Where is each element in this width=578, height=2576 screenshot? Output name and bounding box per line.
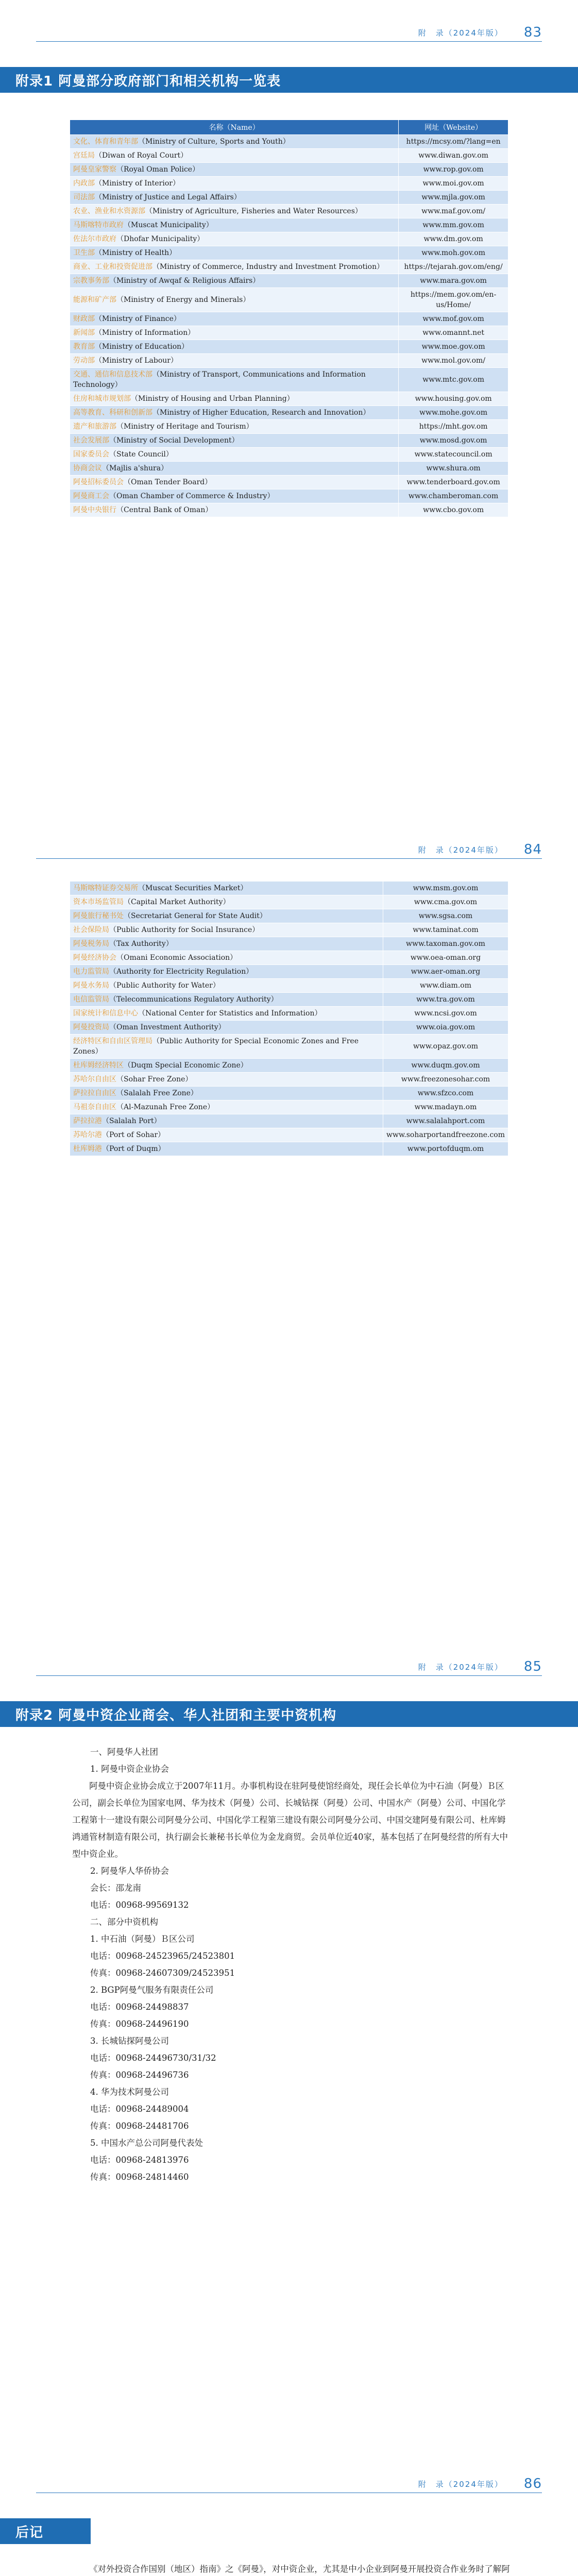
organization-name-cn: 阿曼投资局 [73,1023,109,1031]
website-cell[interactable]: www.shura.om [399,462,508,476]
organization-name-cn: 电信监管局 [73,995,109,1004]
website-cell[interactable]: www.chamberoman.com [399,489,508,503]
website-cell[interactable]: https://tejarah.gov.om/eng/ [399,260,508,274]
organization-name-cell [70,218,399,232]
table-row [70,909,508,923]
organization-name-cell [70,979,383,993]
table-row [70,205,508,218]
table-row [70,979,508,993]
contact-line: 传真：00968-24496736 [90,2070,189,2080]
table-row [70,354,508,368]
organization-name-cn: 宗教事务部 [73,277,109,285]
organization-name-cn: 劳动部 [73,357,95,365]
website-cell[interactable]: www.opaz.gov.om [383,1035,508,1059]
table-row [70,274,508,288]
organization-name-cn: 内政部 [73,179,95,188]
organization-name-cn: 苏哈尔自由区 [73,1075,116,1083]
item-heading: 2. BGP阿曼气服务有限责任公司 [90,1985,214,1995]
organization-name-cell [70,1142,383,1156]
organization-name-cell [70,993,383,1007]
subsection-heading: 二、部分中资机构 [90,1917,158,1927]
table-row [70,191,508,205]
table-row [70,1142,508,1156]
organization-name-cell [70,149,399,163]
organization-name-cn: 遗产和旅游部 [73,422,116,431]
table-row [70,923,508,937]
directory-table-continued [70,881,508,1156]
organization-name-en: （Ministry of Awqaf & Religious Affairs） [109,277,260,285]
organization-name-cell [70,406,399,420]
website-cell[interactable]: www.mohe.gov.om [399,406,508,420]
organization-name-en: （Ministry of Justice and Legal Affairs） [95,193,241,201]
website-cell[interactable]: www.freezonesohar.com [383,1073,508,1087]
organization-name-cell [70,232,399,246]
website-cell[interactable]: www.dm.gov.om [399,232,508,246]
organization-name-cn: 高等教育、科研和创新部 [73,409,152,417]
organization-name-cn: 佐法尔市政府 [73,235,116,243]
column-header-name: 名称（Name） [70,120,399,135]
organization-name-cell [70,1059,383,1073]
table-row [70,1114,508,1128]
organization-name-cell [70,476,399,489]
chinese-organizations-text [72,1743,510,2185]
organization-name-en: （Public Authority for Special Economic Zones and Free Zones） [73,1037,359,1056]
website-cell[interactable]: www.tra.gov.om [383,993,508,1007]
website-cell[interactable]: www.statecouncil.om [399,448,508,462]
organization-name-cell [70,246,399,260]
organization-name-cn: 住房和城市规划部 [73,395,131,403]
organization-name-cn: 苏哈尔港 [73,1131,102,1139]
table-row [70,882,508,895]
organization-name-en: （Port of Sohar） [102,1131,165,1139]
organization-name-en: （Muscat Municipality） [124,221,213,229]
website-cell[interactable]: www.diam.om [383,979,508,993]
table-row [70,1021,508,1035]
table-row [70,1059,508,1073]
section-title: 附录1 阿曼部分政府部门和相关机构一览表 [15,73,281,89]
website-cell[interactable]: www.diwan.gov.om [399,149,508,163]
organization-name-cn: 司法部 [73,193,95,201]
organization-name-en: （Ministry of Social Development） [109,436,239,445]
organization-name-cell [70,274,399,288]
organization-name-cn: 阿曼旅行秘书处 [73,912,124,920]
organization-name-cn: 宫廷局 [73,151,95,160]
organization-name-en: （Public Authority for Water） [109,981,220,990]
organization-name-en: （State Council） [109,450,173,459]
organization-name-cell [70,882,383,895]
organization-name-cell [70,462,399,476]
table-row [70,163,508,177]
organization-name-en: （Oman Tender Board） [124,478,212,486]
organization-name-cell [70,434,399,448]
organization-name-cn: 阿曼招标委员会 [73,478,124,486]
table-row [70,218,508,232]
header-text: 附 录（2024年版） [418,28,503,38]
website-cell[interactable]: www.rop.gov.om [399,163,508,177]
table-row [70,434,508,448]
afterword-text [72,2561,510,2576]
organization-name-cell [70,489,399,503]
website-cell[interactable]: www.housing.gov.om [399,392,508,406]
subsection-heading: 一、阿曼华人社团 [90,1747,158,1757]
website-cell[interactable]: www.salalahport.com [383,1114,508,1128]
directory-table [70,120,508,517]
page-header [418,21,542,40]
organization-name-en: （Ministry of Finance） [95,315,181,323]
organization-name-cn: 阿曼皇家警察 [73,165,116,174]
table-row [70,260,508,274]
organization-name-en: （National Center for Statistics and Information） [138,1009,322,1018]
website-cell[interactable]: www.duqm.gov.om [383,1059,508,1073]
website-cell[interactable]: www.mof.gov.om [399,312,508,326]
table-row [70,965,508,979]
organization-name-en: （Royal Oman Police） [116,165,200,174]
organization-name-en: （Al-Mazunah Free Zone） [116,1103,215,1111]
organization-name-cn: 财政部 [73,315,95,323]
organization-name-cell [70,1021,383,1035]
table-row [70,1035,508,1059]
organization-name-en: （Salalah Port） [102,1117,161,1125]
organization-name-cell [70,392,399,406]
organization-name-en: （Central Bank of Oman） [116,506,213,514]
organization-name-cell [70,326,399,340]
website-cell[interactable]: www.sfzco.com [383,1087,508,1100]
organization-name-cn: 阿曼商工会 [73,492,109,500]
table-row [70,1087,508,1100]
header-text: 附 录（2024年版） [418,1663,503,1672]
organization-name-cell [70,1128,383,1142]
header-rule [36,858,542,859]
table-row [70,420,508,434]
website-cell[interactable]: www.maf.gov.om/ [399,205,508,218]
header-text: 附 录（2024年版） [418,2480,503,2489]
table-row [70,1100,508,1114]
table-row [70,149,508,163]
organization-name-en: （Muscat Securities Market） [138,884,248,892]
organization-name-en: （Public Authority for Social Insurance） [109,926,260,934]
organization-name-cell [70,354,399,368]
page-83 [0,0,578,817]
website-cell[interactable]: www.aer-oman.org [383,965,508,979]
organization-name-cell [70,260,399,274]
website-cell[interactable]: www.oia.gov.om [383,1021,508,1035]
organization-name-en: （Ministry of Information） [95,329,195,337]
organization-name-cell [70,1007,383,1021]
organization-name-cn: 文化、体育和青年部 [73,138,138,146]
organization-name-cell [70,503,399,517]
website-cell[interactable]: https://mcsy.om/?lang=en [399,135,508,149]
organization-name-cell [70,420,399,434]
organization-name-cn: 萨拉拉港 [73,1117,102,1125]
organization-name-en: （Omani Economic Association） [116,954,237,962]
organization-name-en: （Oman Investment Authority） [109,1023,226,1031]
website-cell[interactable]: www.mara.gov.om [399,274,508,288]
organization-name-cell [70,1100,383,1114]
organization-name-cn: 杜库姆港 [73,1145,102,1153]
organization-name-en: （Ministry of Housing and Urban Planning） [131,395,294,403]
website-cell[interactable]: www.tenderboard.gov.om [399,476,508,489]
table-row [70,392,508,406]
table-row [70,340,508,354]
organization-name-en: （Ministry of Health） [95,249,177,257]
page-number: 86 [523,2476,542,2492]
table-row [70,476,508,489]
website-cell[interactable]: www.mtc.gov.om [399,368,508,392]
website-cell[interactable]: www.oea-oman.org [383,951,508,965]
organization-name-cell [70,1035,383,1059]
association-paragraph: 阿曼中资企业协会成立于2007年11月。办事机构设在驻阿曼使馆经商处，现任会长单位为中石油（阿曼）Ｂ区公司，副会长单位为国家电网、华为技术（阿曼）公司、长城钻探（阿曼）公司、中国水产（阿曼）公司、中国化学工程第十一建设有限公司阿曼分公司、中国化学工程第三建设有限公司阿曼分公司、中国交建阿曼有限公司、杜库姆鸿通管材制造有限公司，执行副会长兼秘书长单位为金龙商贸。会员单位近40家，基本包括了在阿曼经营的所有大中型中资企业。 [72,1781,508,1859]
organization-name-cell [70,923,383,937]
page-header [418,2472,542,2492]
contact-line: 电话：00968-24498837 [90,2002,189,2012]
website-cell[interactable]: www.ncsi.gov.om [383,1007,508,1021]
website-cell[interactable]: www.mjla.gov.om [399,191,508,205]
organization-name-cell [70,1087,383,1100]
organization-name-cn: 萨拉拉自由区 [73,1089,116,1097]
item-heading: 5. 中国水产总公司阿曼代表处 [90,2138,203,2148]
organization-name-cn: 经济特区和自由区管理局 [73,1037,152,1045]
organization-name-cn: 国家统计和信息中心 [73,1009,138,1018]
website-cell[interactable]: https://mht.gov.om [399,420,508,434]
organization-name-cn: 商业、工业和投资促进部 [73,263,152,271]
section-banner [0,1701,578,1727]
organization-name-cn: 马斯喀特市政府 [73,221,124,229]
organization-name-en: （Port of Duqm） [102,1145,165,1153]
organization-name-en: （Ministry of Interior） [95,179,180,188]
organization-name-cell [70,135,399,149]
organization-name-cell [70,368,399,392]
website-cell[interactable]: www.sgsa.com [383,909,508,923]
organization-name-cn: 阿曼中央银行 [73,506,116,514]
organization-name-cell [70,965,383,979]
website-cell[interactable]: www.portofduqm.om [383,1142,508,1156]
organization-name-en: （Ministry of Education） [95,343,189,351]
table-row [70,462,508,476]
table-row [70,951,508,965]
page-header [418,838,542,857]
website-cell[interactable]: www.moe.gov.om [399,340,508,354]
organization-name-en: （Diwan of Royal Court） [95,151,188,160]
organization-name-cn: 交通、通信和信息技术部 [73,370,152,379]
organization-name-cn: 社会发展部 [73,436,109,445]
contact-line: 电话：00968-24523965/24523801 [90,1951,235,1961]
website-cell[interactable]: www.moh.gov.om [399,246,508,260]
table-row [70,489,508,503]
page-header [418,1655,542,1674]
organization-name-cell [70,205,399,218]
table-row [70,288,508,312]
table-row [70,1128,508,1142]
website-cell[interactable]: www.moi.gov.om [399,177,508,191]
table-row [70,1007,508,1021]
organization-name-en: （Ministry of Energy and Minerals） [116,296,250,304]
organization-name-en: （Sohar Free Zone） [116,1075,193,1083]
item-heading: 2. 阿曼华人华侨协会 [90,1866,169,1876]
item-heading: 3. 长城钻探阿曼公司 [90,2036,169,2046]
website-cell[interactable]: www.mol.gov.om/ [399,354,508,368]
item-heading: 4. 华为技术阿曼公司 [90,2087,169,2097]
organization-name-cn: 阿曼水务局 [73,981,109,990]
organization-name-cn: 马斯喀特证券交易所 [73,884,138,892]
table-row [70,1073,508,1087]
organization-name-cell [70,448,399,462]
website-cell[interactable]: www.mosd.gov.om [399,434,508,448]
table-row [70,135,508,149]
table-row [70,937,508,951]
organization-name-cell [70,191,399,205]
table-row [70,326,508,340]
table-body [70,135,508,517]
organization-name-cn: 电力监管局 [73,968,109,976]
organization-name-cn: 能源和矿产部 [73,296,116,304]
organization-name-cell [70,177,399,191]
contact-line: 传真：00968-24481706 [90,2121,189,2131]
table-row [70,232,508,246]
website-cell[interactable]: www.madayn.om [383,1100,508,1114]
organization-name-cell [70,909,383,923]
contact-line: 传真：00968-24496190 [90,2019,189,2029]
contact-line: 电话：00968-99569132 [90,1900,189,1910]
website-cell[interactable]: www.mm.gov.om [399,218,508,232]
section-title: 后记 [15,2524,44,2540]
organization-name-cn: 杜库姆经济特区 [73,1061,124,1070]
organization-name-cell [70,1073,383,1087]
organization-name-cn: 农业、渔业和水资源部 [73,207,145,215]
organization-name-en: （Majlis a'shura） [102,464,168,472]
organization-name-en: （Ministry of Labour） [95,357,178,365]
organization-name-cell [70,937,383,951]
organization-name-en: （Authority for Electricity Regulation） [109,968,253,976]
table-row [70,895,508,909]
page-86 [0,2451,578,2576]
contact-line: 传真：00968-24607309/24523951 [90,1968,235,1978]
organization-name-en: （Ministry of Commerce, Industry and Investment Promotion） [152,263,384,271]
column-header-website: 网址（Website） [399,120,508,135]
organization-name-en: （Ministry of Transport, Communications and Information Technology） [73,370,366,389]
organization-name-en: （Dhofar Municipality） [116,235,205,243]
afterword-paragraph: 《对外投资合作国别（地区）指南》之《阿曼》，对中资企业，尤其是中小企业到阿曼开展投资合作业务时了解阿 [89,2564,510,2574]
organization-name-cell [70,340,399,354]
organization-name-en: （Tax Authority） [109,940,173,948]
header-text: 附 录（2024年版） [418,845,503,855]
organization-name-cn: 协商会议 [73,464,102,472]
organization-name-en: （Capital Market Authority） [124,898,230,906]
organization-name-cn: 阿曼税务局 [73,940,109,948]
contact-line: 电话：00968-24496730/31/32 [90,2053,216,2063]
organization-name-en: （Secretariat General for State Audit） [124,912,267,920]
organization-name-cn: 国家委员会 [73,450,109,459]
page-number: 85 [523,1659,542,1674]
page-84 [0,817,578,1634]
section-banner [0,2518,91,2544]
header-rule [36,1675,542,1676]
organization-name-cn: 阿曼经济协会 [73,954,116,962]
website-cell[interactable]: www.taxoman.gov.om [383,937,508,951]
table-row [70,312,508,326]
website-cell[interactable]: www.omannt.net [399,326,508,340]
organization-name-cell [70,951,383,965]
contact-line: 电话：00968-24813976 [90,2155,189,2165]
section-title: 附录2 阿曼中资企业商会、华人社团和主要中资机构 [15,1707,337,1723]
organization-name-en: （Duqm Special Economic Zone） [124,1061,248,1070]
website-cell[interactable]: www.msm.gov.om [383,882,508,895]
organization-name-cn: 教育部 [73,343,95,351]
organization-name-cell [70,895,383,909]
organization-name-cell [70,288,399,312]
organization-name-en: （Oman Chamber of Commerce & Industry） [109,492,275,500]
organization-name-cn: 卫生部 [73,249,95,257]
organization-name-cell [70,312,399,326]
organization-name-en: （Ministry of Heritage and Tourism） [116,422,253,431]
table-row [70,406,508,420]
table-row [70,177,508,191]
item-heading: 1. 阿曼中资企业协会 [90,1764,169,1774]
table-row [70,448,508,462]
website-cell[interactable]: www.taminat.com [383,923,508,937]
page-85 [0,1634,578,2451]
organization-name-cell [70,163,399,177]
organization-name-en: （Telecommunications Regulatory Authority） [109,995,278,1004]
website-cell[interactable]: www.cbo.gov.om [399,503,508,517]
organization-name-cell [70,1114,383,1128]
organization-name-cn: 社会保险局 [73,926,109,934]
contact-line: 会长：邵龙南 [90,1883,141,1893]
section-banner [0,67,578,93]
page-number: 84 [523,842,542,857]
organization-name-en: （Salalah Free Zone） [116,1089,198,1097]
organization-name-cn: 新闻部 [73,329,95,337]
website-cell[interactable]: www.cma.gov.om [383,895,508,909]
table-row [70,993,508,1007]
table-body [70,882,508,1156]
contact-line: 电话：00968-24489004 [90,2104,189,2114]
table-row [70,246,508,260]
organization-name-en: （Ministry of Culture, Sports and Youth） [138,138,290,146]
organization-name-en: （Ministry of Higher Education, Research and Innovation） [152,409,370,417]
organization-name-en: （Ministry of Agriculture, Fisheries and Water Resources） [145,207,362,215]
website-cell[interactable]: www.soharportandfreezone.com [383,1128,508,1142]
contact-line: 传真：00968-24814460 [90,2172,189,2182]
page-number: 83 [523,25,542,40]
table-header-row [70,120,508,135]
table-row [70,503,508,517]
organization-name-cn: 资本市场监管局 [73,898,124,906]
website-cell[interactable]: https://mem.gov.om/en-us/Home/ [399,288,508,312]
header-rule [36,41,542,42]
item-heading: 1. 中石油（阿曼）Ｂ区公司 [90,1934,195,1944]
table-row [70,368,508,392]
organization-name-cn: 马祖奈自由区 [73,1103,116,1111]
